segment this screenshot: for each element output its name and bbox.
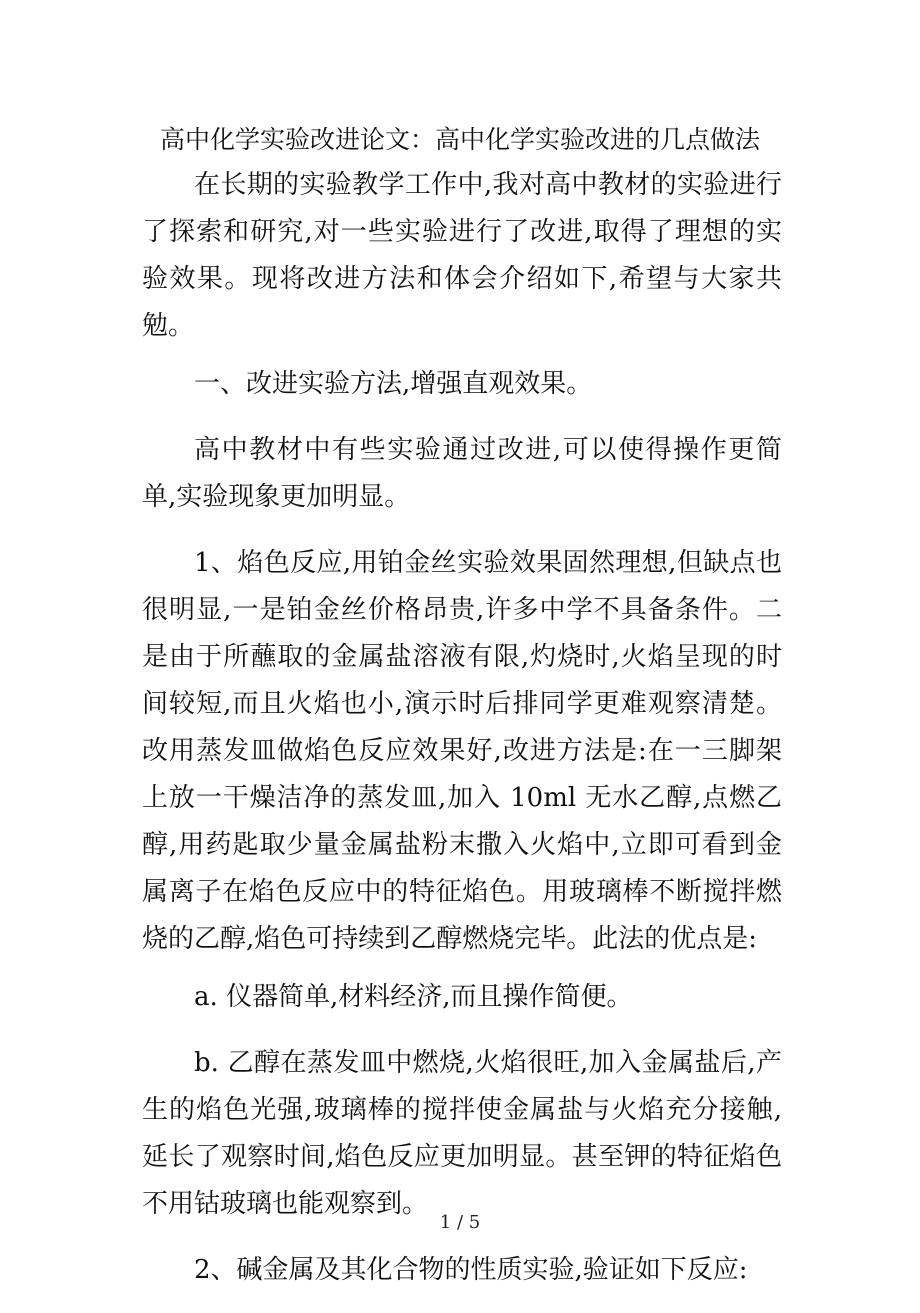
paragraph-section-heading: 一、改进实验方法,增强直观效果。: [194, 369, 593, 399]
paragraph-alkali-metals: 2、碱金属及其化合物的性质实验,验证如下反应:: [194, 1255, 748, 1285]
document-body: [142, 162, 782, 1313]
paragraph-overview: 高中教材中有些实验通过改进,可以使得操作更简单,实验现象更加明显。: [142, 435, 782, 512]
page-number: 1 / 5: [439, 1212, 481, 1233]
paragraph-flame-test: 1、焰色反应,用铂金丝实验效果固然理想,但缺点也很明显,一是铂金丝价格昂贵,许多中学不具备条件。二是由于所蘸取的金属盐溶液有限,灼烧时,火焰呈现的时间较短,而且火焰也小,演示时后排同学更难观察清楚。改用蒸发皿做焰色反应效果好,改进方法是:在一三脚架上放一干燥洁净的蒸发皿,加入 10ml 无水乙醇,点燃乙醇,用药匙取少量金属盐粉末撒入火焰中,立即可看到金属离子在焰色反应中的特征焰色。用玻璃棒不断搅拌燃烧的乙醇,焰色可持续到乙醇燃烧完毕。此法的优点是:: [142, 548, 782, 954]
paragraph-advantage-a: a. 仪器简单,材料经济,而且操作简便。: [194, 982, 633, 1012]
paragraph-advantage-b: b. 乙醇在蒸发皿中燃烧,火焰很旺,加入金属盐后,产生的焰色光强,玻璃棒的搅拌使金属盐与火焰充分接触,延长了观察时间,焰色反应更加明显。甚至钾的特征焰色不用钴玻璃也能观察到。: [142, 1048, 782, 1219]
paragraph-intro: 在长期的实验教学工作中,我对高中教材的实验进行了探索和研究,对一些实验进行了改进,取得了理想的实验效果。现将改进方法和体会介绍如下,希望与大家共勉。: [142, 170, 782, 341]
document-title: 高中化学实验改进论文：高中化学实验改进的几点做法: [159, 125, 760, 154]
